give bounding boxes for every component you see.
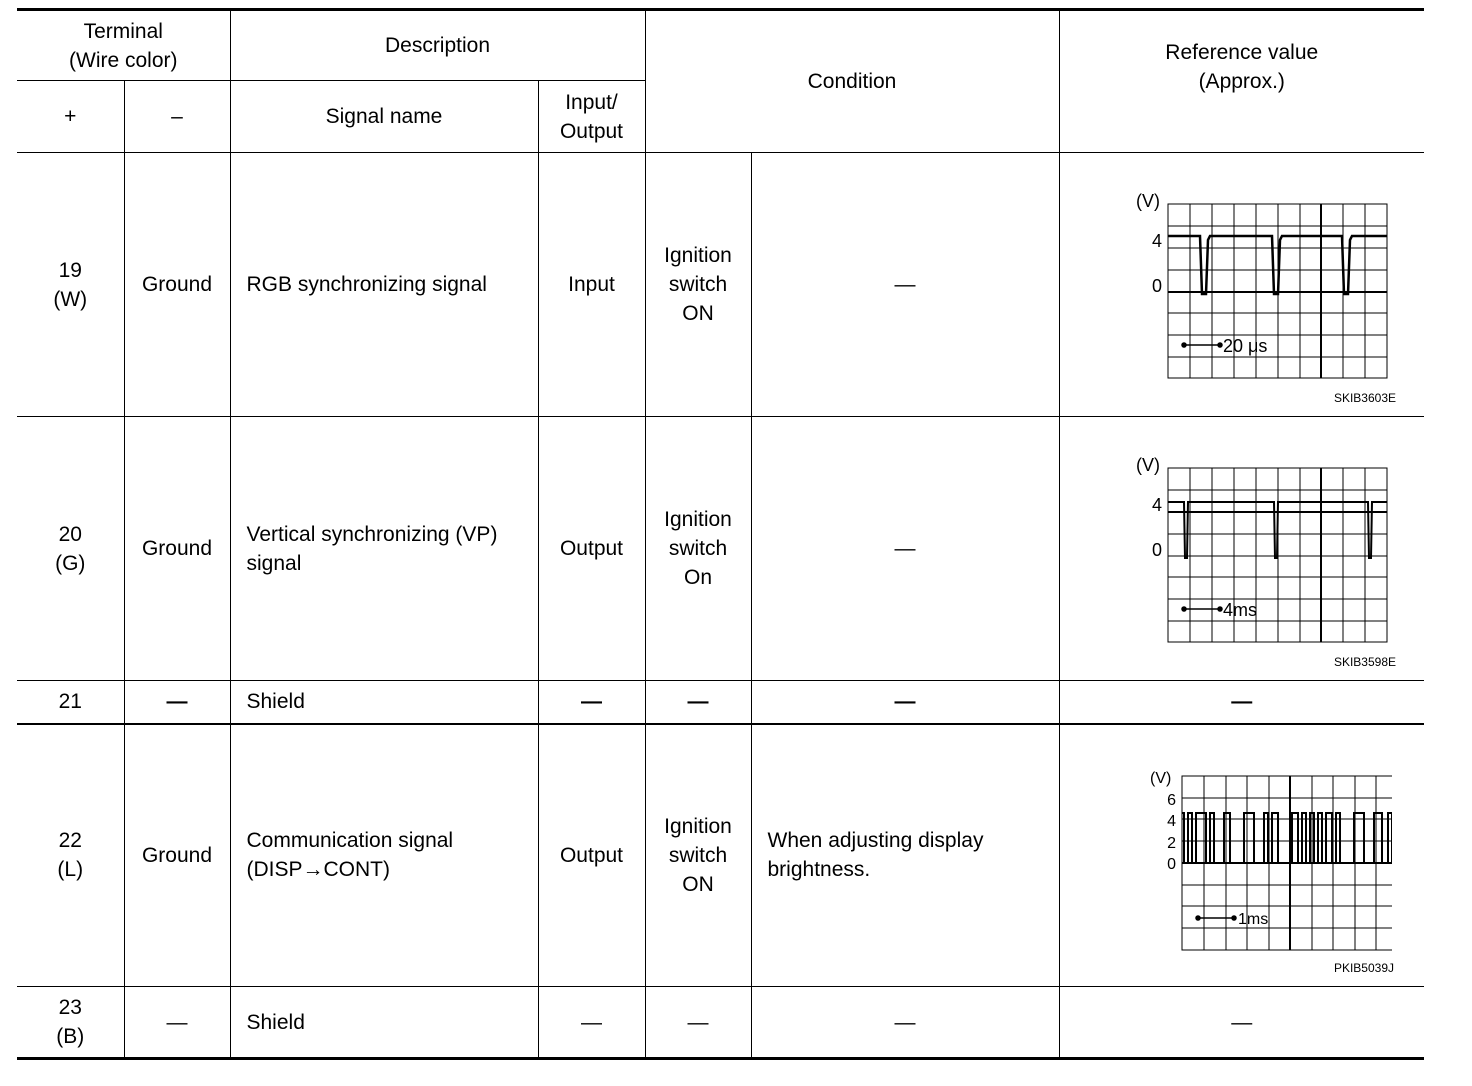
table-row (17, 681, 1424, 724)
condition-detail: — (751, 681, 1059, 724)
waveform-scale-marker (1182, 607, 1222, 611)
condition: Ignition switch On (645, 417, 751, 681)
condition-detail: When adjusting display brightness. (751, 724, 1059, 987)
reference-value: — (1059, 681, 1424, 724)
waveform-scale-marker (1196, 916, 1236, 920)
input-output: — (538, 681, 645, 724)
terminal-minus: — (124, 681, 230, 724)
condition: — (645, 681, 751, 724)
condition: Ignition switch ON (645, 724, 751, 987)
waveform-scale-label: 4ms (1222, 600, 1257, 620)
input-output: — (538, 987, 645, 1059)
terminal-reference-table (17, 8, 1424, 1060)
figure-code: SKIB3603E (1333, 391, 1396, 405)
header-signal-name: Signal name (230, 81, 538, 153)
signal-name: Vertical synchronizing (VP) signal (230, 417, 538, 681)
terminal-minus: Ground (124, 417, 230, 681)
condition-detail: — (751, 417, 1059, 681)
terminal-minus: — (124, 987, 230, 1059)
waveform-communication (1092, 753, 1392, 958)
input-output: Output (538, 724, 645, 987)
waveform-scale-label: 1ms (1237, 910, 1268, 928)
header-condition: Condition (645, 10, 1059, 153)
waveform-tick: 4 (1151, 495, 1162, 515)
terminal-plus: 23 (B) (17, 987, 124, 1059)
figure-code: SKIB3598E (1333, 655, 1396, 669)
figure-code: PKIB5039J (1333, 961, 1394, 975)
header-input-output: Input/ Output (538, 81, 645, 153)
condition: — (645, 987, 751, 1059)
reference-waveform (1059, 724, 1424, 987)
reference-waveform (1059, 417, 1424, 681)
input-output: Output (538, 417, 645, 681)
table-row (17, 987, 1424, 1059)
terminal-minus: Ground (124, 153, 230, 417)
condition-detail: — (751, 987, 1059, 1059)
waveform-tick: 0 (1166, 855, 1176, 873)
input-output: Input (538, 153, 645, 417)
waveform-unit: (V) (1149, 769, 1172, 787)
waveform-unit: (V) (1135, 191, 1160, 211)
waveform-scale-label: 20 μs (1222, 336, 1268, 356)
terminal-minus: Ground (124, 724, 230, 987)
waveform-tick: 4 (1166, 812, 1176, 830)
waveform-rgb-sync (1092, 182, 1392, 387)
terminal-plus: 22 (L) (17, 724, 124, 987)
condition: Ignition switch ON (645, 153, 751, 417)
waveform-tick: 0 (1151, 540, 1162, 560)
waveform-vertical-sync (1092, 446, 1392, 651)
waveform-tick: 4 (1151, 231, 1162, 251)
header-description: Description (230, 10, 645, 81)
condition-detail: — (751, 153, 1059, 417)
signal-name: Communication signal (DISP→CONT) (230, 724, 538, 987)
signal-name: RGB synchronizing signal (230, 153, 538, 417)
header-reference-value: Reference value (Approx.) (1059, 10, 1424, 153)
reference-value: — (1059, 987, 1424, 1059)
terminal-plus: 19 (W) (17, 153, 124, 417)
table-row (17, 153, 1424, 417)
table-row (17, 417, 1424, 681)
waveform-tick: 2 (1166, 834, 1176, 852)
waveform-trace (1168, 502, 1387, 558)
table-row (17, 724, 1424, 987)
waveform-unit: (V) (1135, 455, 1160, 475)
waveform-tick: 0 (1151, 276, 1162, 296)
header-terminal: Terminal (Wire color) (17, 10, 230, 81)
signal-name: Shield (230, 987, 538, 1059)
waveform-trace (1182, 813, 1392, 863)
signal-name: Shield (230, 681, 538, 724)
terminal-plus: 20 (G) (17, 417, 124, 681)
reference-waveform (1059, 153, 1424, 417)
header-plus: + (17, 81, 124, 153)
terminal-plus: 21 (17, 681, 124, 724)
header-minus: – (124, 81, 230, 153)
waveform-scale-marker (1182, 343, 1222, 347)
waveform-tick: 6 (1166, 791, 1176, 809)
